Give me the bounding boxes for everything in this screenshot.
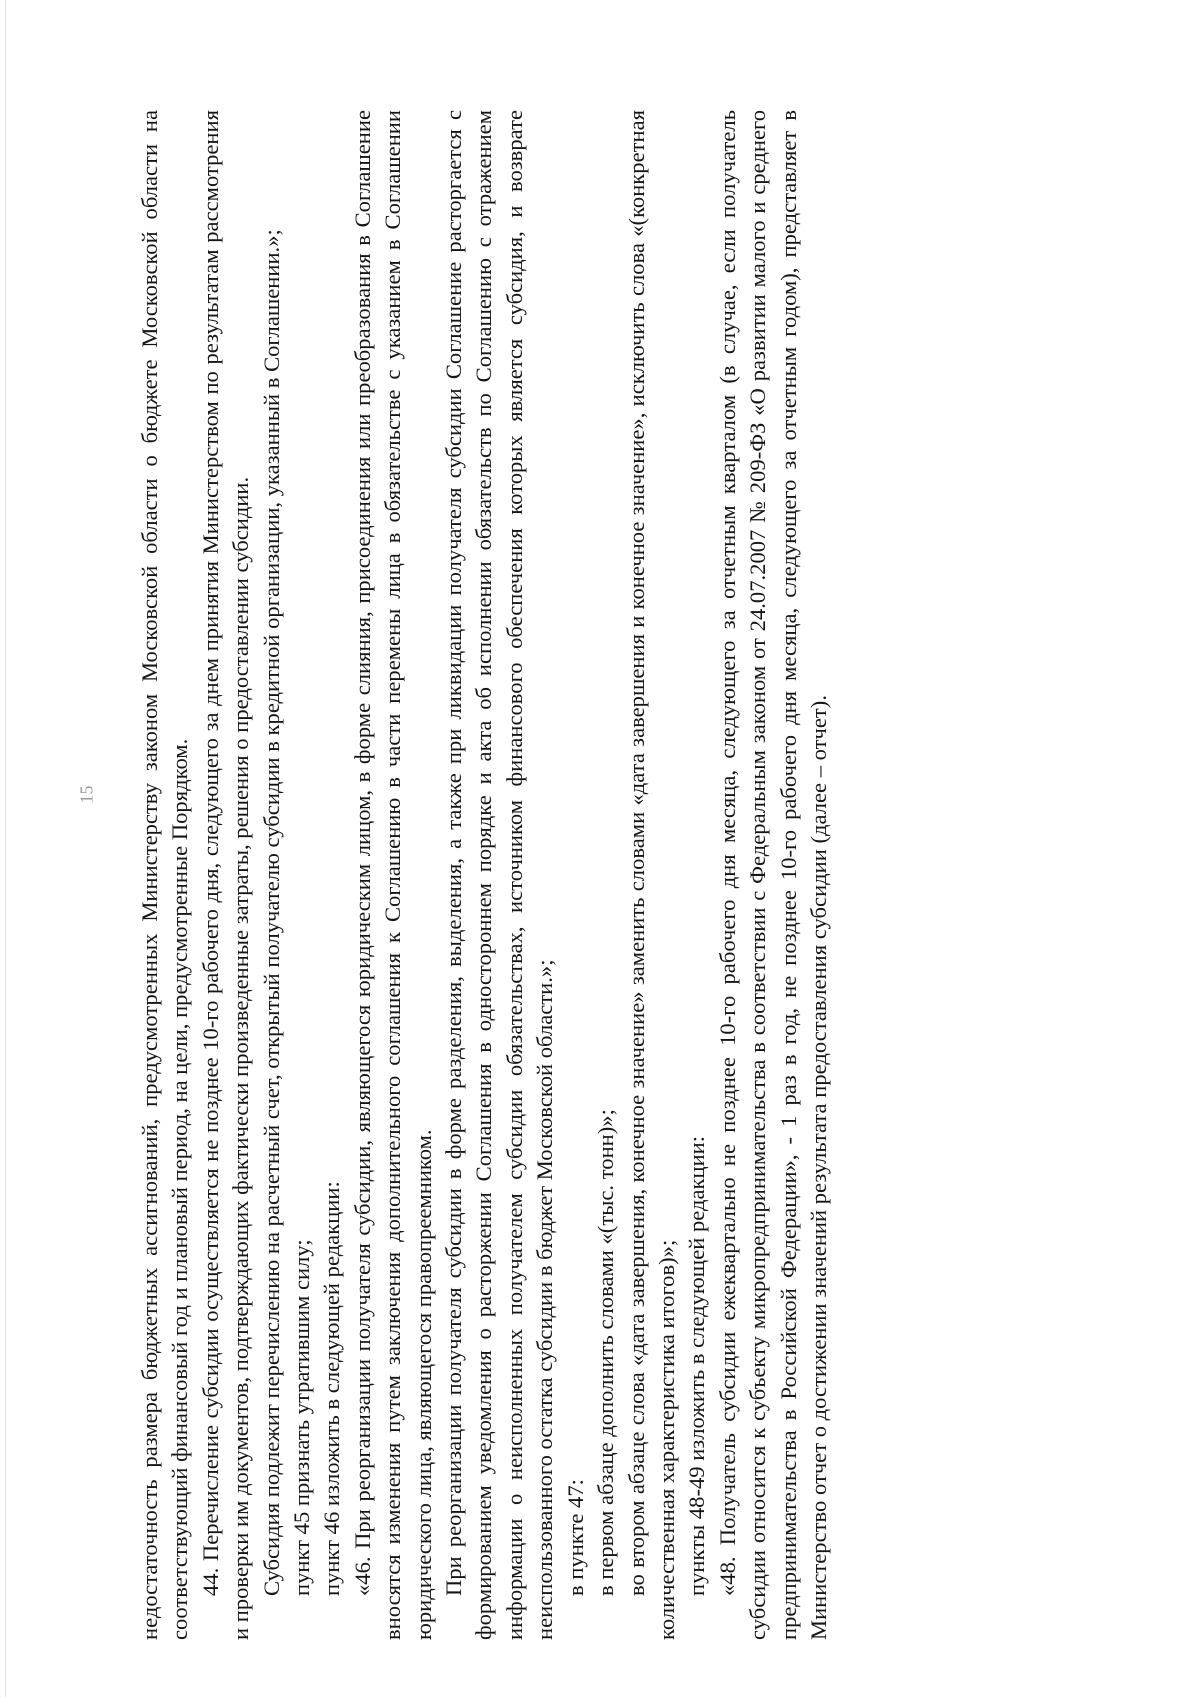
paragraph-3: Субсидия подлежит перечислению на расчетный счет, открытый получателю субсидии в кредитной организации, указанный в Соглашении.»;: [258, 229, 284, 1596]
rotated-text-block: [135, 110, 1065, 1640]
paragraph-6: «46. При реорганизации получателя субсидии, являющегося юридическим лицом, в форме слияния, присоединения или преобразования в Соглашение вносятся изменения путем заключения дополнительного соглашения к Соглашению в части перемены лица в обязательстве с указанием в Соглашении юридического лица, являющегося правопреемником.: [349, 110, 436, 1640]
scan-edge-line: [5, 0, 6, 1697]
paragraph-4: пункт 45 признать утратившим силу;: [289, 1239, 315, 1596]
paragraph-7: При реорганизации получателя субсидии в форме разделения, выделения, а также при ликвидации получателя субсидии Соглашение расторгается с формированием уведомления о расторжении Соглашения в одностороннем порядке и акта об исполнении обязательств по Соглашению с отражением информации о неисполненных получателем субсидии обязательствах, источником финансового обеспечения которых является субсидия, и возврате неиспользованного остатка субсидии в бюджет Московской области.»;: [441, 110, 558, 1640]
paragraph-12: «48. Получатель субсидии ежеквартально не позднее 10-го рабочего дня месяца, следующего за отчетным кварталом (в случае, если получатель субсидии относится к субъекту микропредпринимательства в соответствии с Федеральным законом от 24.07.2007 № 209-ФЗ «О развитии малого и среднего предпринимательства в Российской Федерации», - 1 раз в год, не позднее 10-го рабочего дня месяца, следующего за отчетным годом), представляет в Министерство отчет о достижении значений результата предоставления субсидии (далее – отчет).: [714, 110, 831, 1640]
paragraph-2: 44. Перечисление субсидии осуществляется не позднее 10-го рабочего дня, следующего за днем принятия Министерством по результатам рассмотрения и проверки им документов, подтверждающих фактически произведенные затраты, решения о предоставлении субсидии.: [197, 110, 254, 1640]
paragraph-8: в пункте 47:: [562, 1479, 588, 1596]
paragraph-5: пункт 46 изложить в следующей редакции:: [319, 1181, 345, 1596]
paragraph-10: во втором абзаце слова «дата завершения, конечное значение» заменить словами «дата завершения и конечное значение», исключить слова «(конкретная количественная характеристика итогов)»;: [623, 110, 679, 1640]
page-number: 15: [76, 785, 97, 804]
paragraph-9: в первом абзаце дополнить словами «(тыс. тонн)»;: [593, 1109, 619, 1596]
paragraph-1: недостаточность размера бюджетных ассигнований, предусмотренных Министерству законом Московской области о бюджете Московской области на соответствующий финансовый год и плановый период, на цели, предусмотренные Порядком.: [137, 110, 193, 1640]
paragraph-11: пункты 48-49 изложить в следующей редакции:: [684, 1135, 710, 1596]
